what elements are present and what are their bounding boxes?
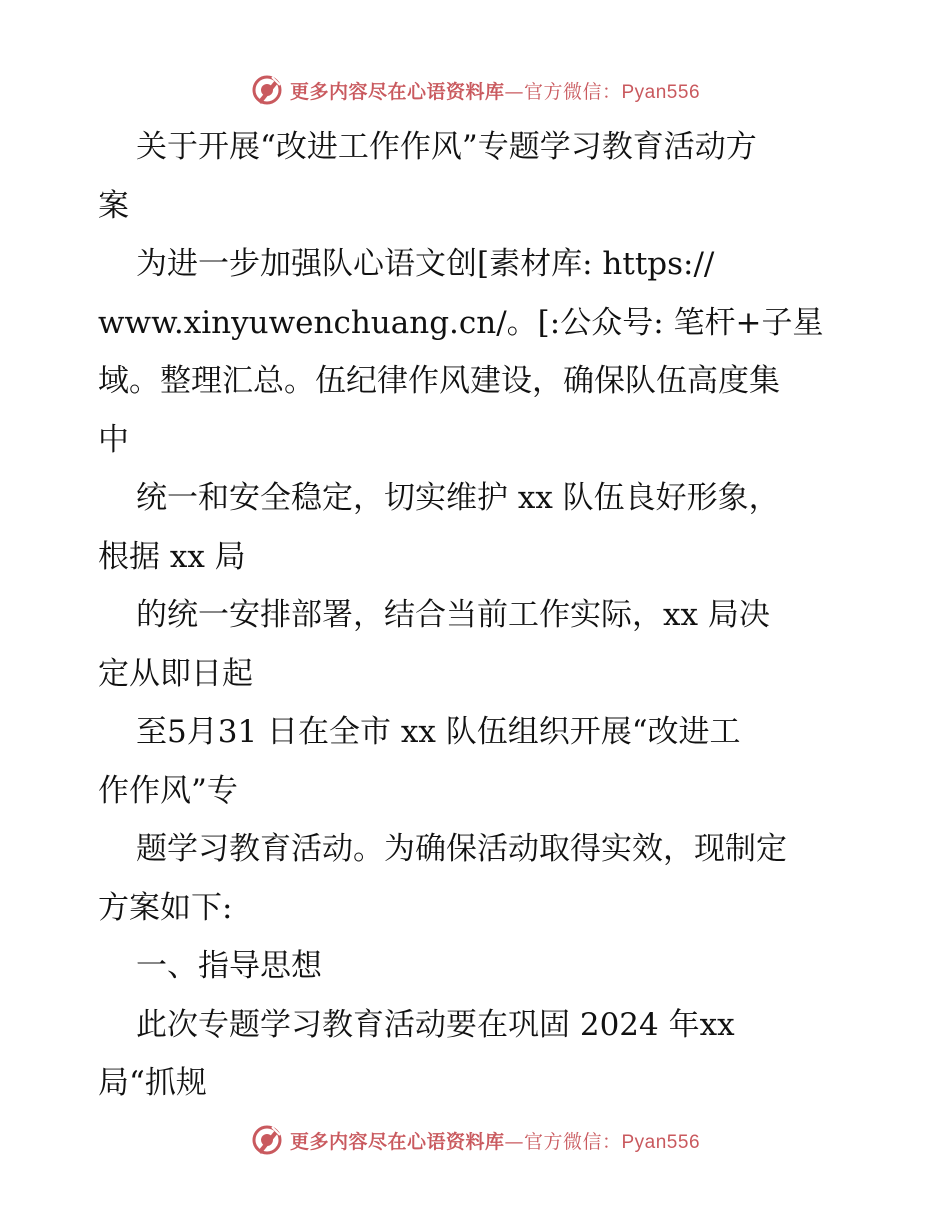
brand-logo-icon [250, 73, 284, 107]
document-line: 一、指导思想 [136, 948, 322, 984]
brand-logo-icon [250, 1123, 284, 1157]
footer-banner [0, 1120, 950, 1160]
document-line: www.xinyuwenchuang.cn/。[:公众号: 笔杆+子星 [98, 304, 824, 341]
document-line: 的统一安排部署，结合当前工作实际，xx 局决 [136, 597, 770, 633]
banner-text [290, 77, 700, 104]
document-line: 定从即日起 [98, 655, 253, 692]
document-line: 根据 xx 局 [98, 538, 246, 575]
document-line: 至5月31 日在全市 xx 队伍组织开展“改进工 [136, 714, 741, 750]
document-line: 统一和安全稳定，切实维护 xx 队伍良好形象， [136, 480, 780, 516]
banner-title: 更多内容尽在心语资料库 [289, 1130, 505, 1153]
document-line: 关于开展“改进工作作风”专题学习教育活动方 [136, 129, 757, 165]
header-banner [0, 70, 950, 110]
document-body [98, 118, 858, 1113]
banner-text [290, 1127, 700, 1154]
banner-contact: 官方微信：Pyan556 [524, 1131, 701, 1153]
banner-title: 更多内容尽在心语资料库 [289, 80, 505, 103]
document-line: 中 [98, 421, 129, 458]
document-line: 作作风”专 [98, 772, 238, 809]
banner-contact: 官方微信：Pyan556 [524, 81, 701, 103]
document-line: 为进一步加强队心语文创[素材库: https:// [136, 246, 715, 282]
document-line: 域。整理汇总。伍纪律作风建设，确保队伍高度集 [98, 363, 780, 399]
document-line: 此次专题学习教育活动要在巩固 2024 年xx [136, 1006, 735, 1043]
document-line: 案 [98, 187, 129, 224]
document-line: 局“抓规 [98, 1065, 207, 1101]
document-line: 题学习教育活动。为确保活动取得实效，现制定 [136, 831, 787, 867]
banner-separator: — [504, 80, 524, 103]
banner-separator: — [504, 1130, 524, 1153]
document-line: 方案如下: [98, 889, 233, 926]
